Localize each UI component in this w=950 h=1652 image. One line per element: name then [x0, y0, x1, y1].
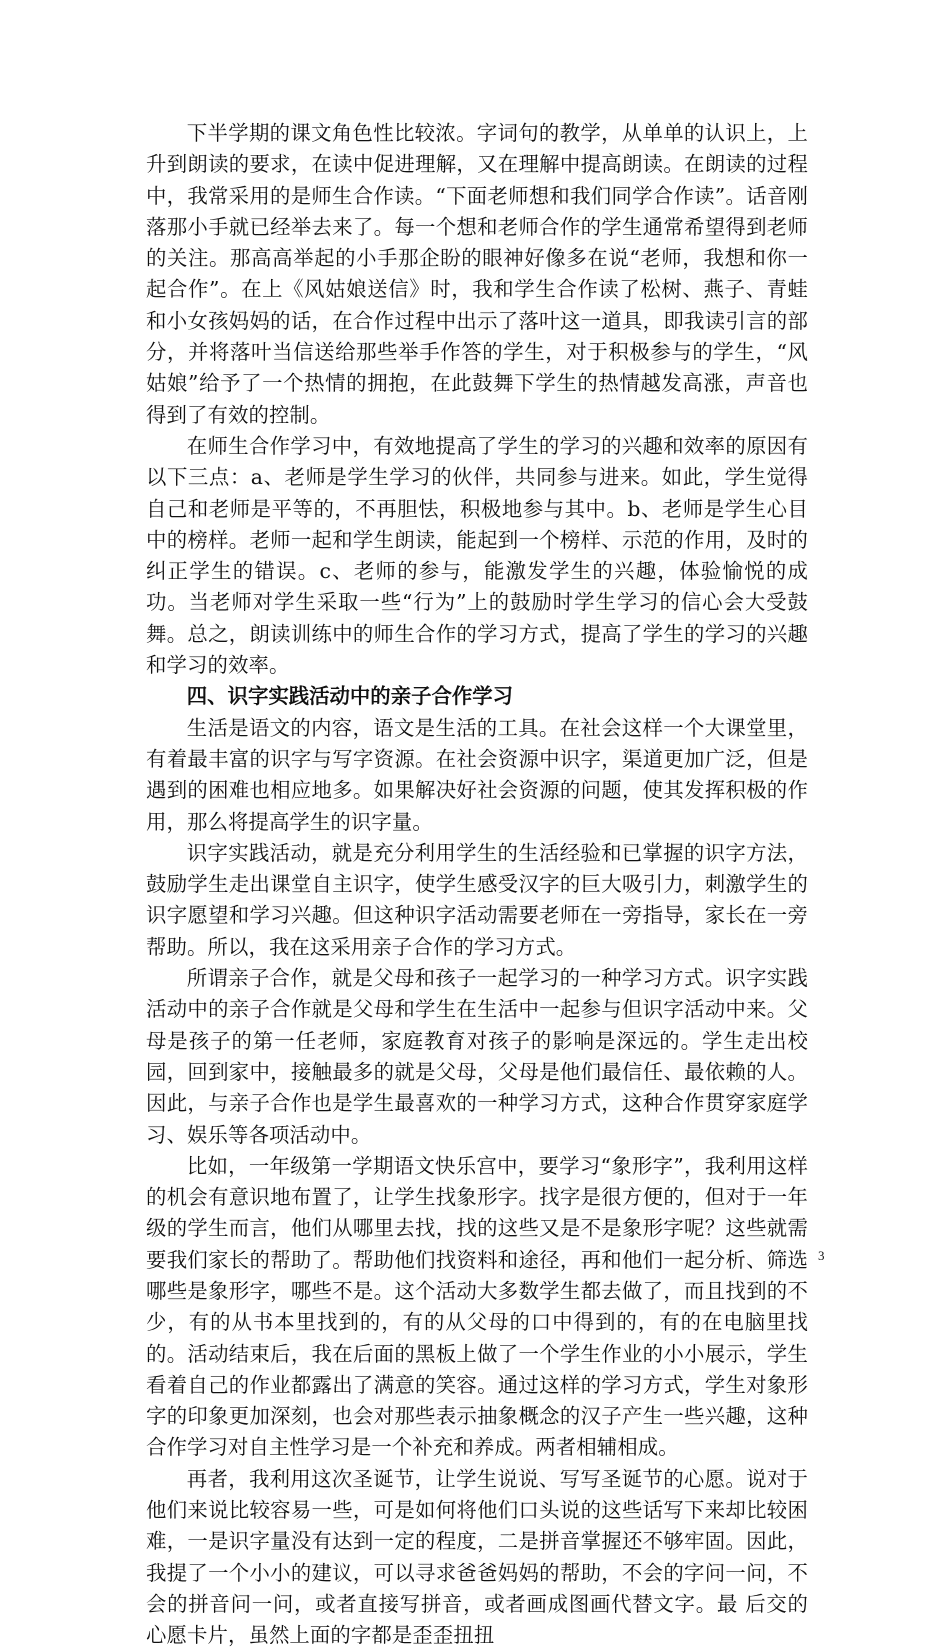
paragraph-pictograph-example: 比如，一年级第一学期语文快乐宫中，要学习“象形字”，我利用这样的机会有意识地布置了，让学生找象形字。找字是很方便的，但对于一年级的学生而言，他们从哪里去找，找的这些又是不是象形字呢？这些就需要我们家长的帮助了。帮助他们找资料和途径，再和他们一起分析、筛选哪些是象形字，哪些不是。这个活动大多数学生都去做了，而且找到的不少，有的从书本里找到的，有的从父母的口中得到的，有的在电脑里找的。活动结束后，我在后面的黑板上做了一个学生作业的小小展示，学生看着自己的作业都露出了满意的笑容。通过这样的学习方式，学生对象形字的印象更加深刻，也会对那些表示抽象概念的汉子产生一些兴趣，这种合作学习对自主性学习是一个补充和养成。两者相辅相成。 [146, 1153, 808, 1460]
paragraph-parent-child-cooperation: 所谓亲子合作，就是父母和孩子一起学习的一种学习方式。识字实践活动中的亲子合作就是父母和学生在生活中一起参与但识字活动中来。父母是孩子的第一任老师，家庭教育对孩子的影响是深远的。学生走出校园，回到家中，接触最多的就是父母，父母是他们最信任、最依赖的人。因此，与亲子合作也是学生最喜欢的一种学习方式，这种合作贯穿家庭学习、娱乐等各项活动中。 [146, 966, 808, 1147]
paragraph-life-and-language: 生活是语文的内容，语文是生活的工具。在社会这样一个大课堂里，有着最丰富的识字与写字资源。在社会资源中识字，渠道更加广泛，但是遇到的困难也相应地多。如果解决好社会资源的问题，使其发挥积极的作用，那么将提高学生的识字量。 [146, 715, 808, 834]
paragraph-literacy-practice: 识字实践活动，就是充分利用学生的生活经验和已掌握的识字方法，鼓励学生走出课堂自主识字，使学生感受汉字的巨大吸引力，刺激学生的识字愿望和学习兴趣。但这种识字活动需要老师在一旁指导，家长在一旁帮助。所以，我在这采用亲子合作的学习方式。 [146, 840, 808, 959]
paragraph-christmas-wish: 再者，我利用这次圣诞节，让学生说说、写写圣诞节的心愿。说对于他们来说比较容易一些，可是如何将他们口头说的这些话写下来却比较困难，一是识字量没有达到一定的程度，二是拼音掌握还不够牢固。因此，我提了一个小小的建议，可以寻求爸爸妈妈的帮助，不会的字问一问，不会的拼音问一问，或者直接写拼音，或者画成图画代替文字。最 后交的心愿卡片，虽然上面的字都是歪歪扭扭 [146, 1466, 808, 1648]
page-number: 3 [818, 1248, 825, 1263]
document-body [146, 118, 808, 1652]
paragraph-three-reasons: 在师生合作学习中，有效地提高了学生的学习的兴趣和效率的原因有以下三点：a、老师是学生学习的伙伴，共同参与进来。如此，学生觉得自己和老师是平等的，不再胆怯，积极地参与其中。b、老师是学生心目中的榜样。老师一起和学生朗读，能起到一个榜样、示范的作用，及时的纠正学生的错误。c、老师的参与，能激发学生的兴趣，体验愉悦的成功。当老师对学生采取一些“行为”上的鼓励时学生学习的信心会大受鼓舞。总之，朗读训练中的师生合作的学习方式，提高了学生的学习的兴趣和学习的效率。 [146, 433, 808, 678]
section-heading: 四、识字实践活动中的亲子合作学习 [186, 684, 514, 709]
paragraph-reading-cooperation: 下半学期的课文角色性比较浓。字词句的教学，从单单的认识上，上升到朗读的要求，在读中促进理解，又在理解中提高朗读。在朗读的过程中，我常采用的是师生合作读。“下面老师想和我们同学合作读”。话音刚落那小手就已经举去来了。每一个想和老师合作的学生通常希望得到老师的关注。那高高举起的小手那企盼的眼神好像多在说“老师，我想和你一起合作”。在上《风姑娘送信》时，我和学生合作读了松树、燕子、青蛙和小女孩妈妈的话，在合作过程中出示了落叶这一道具，即我读引言的部分，并将落叶当信送给那些举手作答的学生，对于积极参与的学生，“风姑娘”给予了一个热情的拥抱，在此鼓舞下学生的热情越发高涨，声音也得到了有效的控制。 [146, 121, 808, 427]
